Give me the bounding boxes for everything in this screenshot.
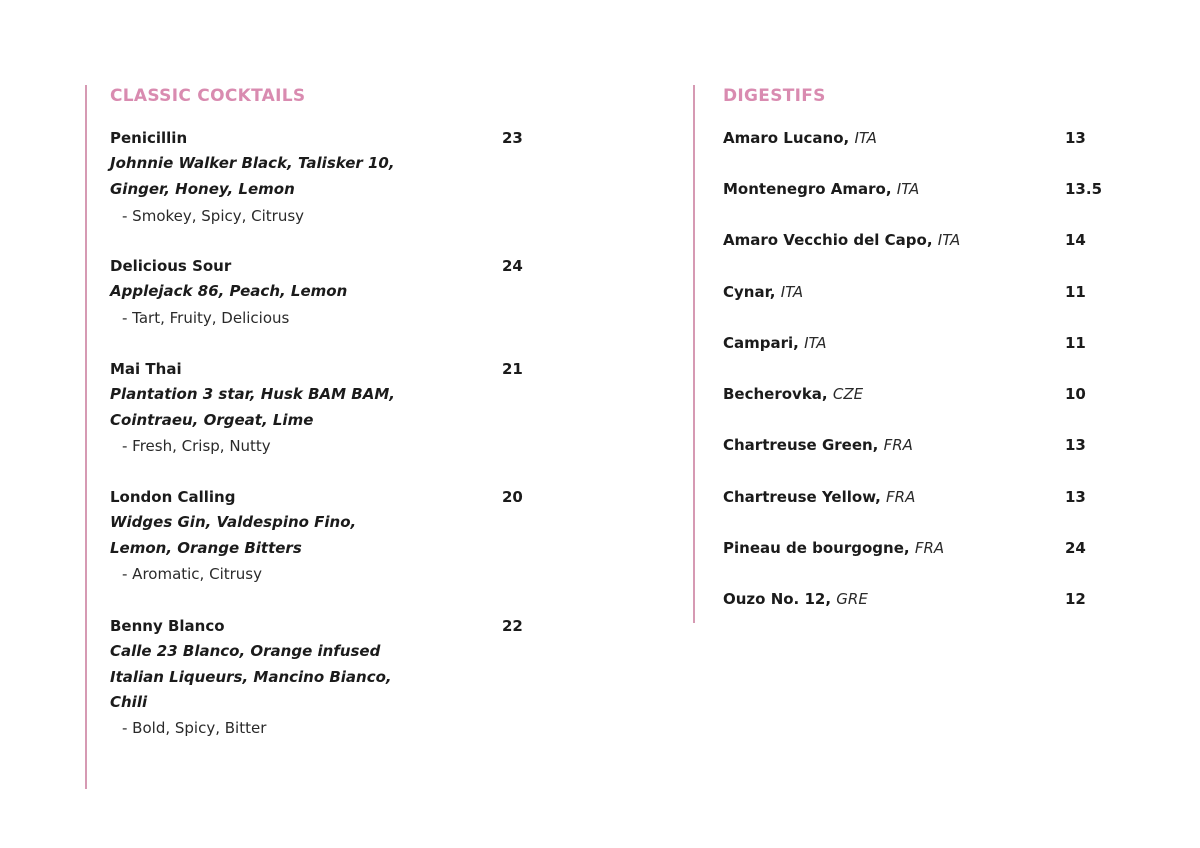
digestif-name: Cynar,	[723, 283, 776, 301]
digestif-item	[723, 535, 1143, 561]
digestif-price: 13	[1065, 436, 1086, 454]
digestif-item	[723, 330, 1143, 356]
digestif-item	[723, 484, 1143, 510]
cocktail-ingredients: Applejack 86, Peach, Lemon	[110, 282, 348, 300]
cocktail-price: 23	[502, 129, 523, 147]
cocktail-name: London Calling	[110, 488, 236, 506]
digestif-item	[723, 227, 1143, 253]
cocktail-ingredients: Plantation 3 star, Husk BAM BAM, Cointraeu, Orgeat, Lime	[110, 385, 395, 429]
digestif-name: Pineau de bourgogne,	[723, 539, 910, 557]
digestif-name: Campari,	[723, 334, 799, 352]
cocktail-tasting-notes: - Bold, Spicy, Bitter	[122, 719, 267, 737]
cocktail-price: 21	[502, 360, 523, 378]
digestif-name: Becherovka,	[723, 385, 828, 403]
digestif-name: Amaro Vecchio del Capo,	[723, 231, 933, 249]
digestif-origin: GRE	[836, 590, 868, 608]
cocktail-tasting-notes: - Aromatic, Citrusy	[122, 565, 262, 583]
digestif-price: 13	[1065, 129, 1086, 147]
digestif-price: 13	[1065, 488, 1086, 506]
digestif-price: 10	[1065, 385, 1086, 403]
classic-cocktails-title: CLASSIC COCKTAILS	[110, 86, 306, 106]
cocktail-name: Mai Thai	[110, 360, 182, 378]
cocktail-ingredients: Widges Gin, Valdespino Fino, Lemon, Orange Bitters	[110, 513, 357, 557]
cocktail-name: Benny Blanco	[110, 617, 225, 635]
digestif-origin: ITA	[804, 334, 827, 352]
digestif-origin: CZE	[832, 385, 864, 403]
digestif-origin: ITA	[896, 180, 920, 198]
digestif-price: 14	[1065, 231, 1086, 249]
digestif-origin: ITA	[780, 283, 804, 301]
digestif-origin: FRA	[883, 436, 913, 454]
cocktail-tasting-notes: - Smokey, Spicy, Citrusy	[122, 207, 305, 225]
digestif-origin: FRA	[914, 539, 945, 557]
digestif-price: 13.5	[1065, 180, 1103, 198]
digestifs-section	[693, 85, 1153, 623]
cocktail-ingredients: Calle 23 Blanco, Orange infused Italian Liqueurs, Mancino Bianco, Chili	[110, 642, 392, 712]
digestif-price: 12	[1065, 590, 1086, 608]
cocktail-name: Penicillin	[110, 129, 188, 147]
digestif-origin: ITA	[854, 129, 877, 147]
digestif-name: Montenegro Amaro,	[723, 180, 892, 198]
digestif-origin: FRA	[886, 488, 916, 506]
digestif-price: 24	[1065, 539, 1086, 557]
digestif-item	[723, 176, 1143, 202]
digestif-item	[723, 381, 1143, 407]
cocktail-price: 22	[502, 617, 523, 635]
cocktail-price: 24	[502, 257, 523, 275]
digestif-item	[723, 279, 1143, 305]
digestif-name: Amaro Lucano,	[723, 129, 850, 147]
digestif-origin: ITA	[937, 231, 961, 249]
digestif-item	[723, 586, 1143, 612]
cocktail-ingredients: Johnnie Walker Black, Talisker 10, Ginger, Honey, Lemon	[110, 154, 395, 198]
digestif-item	[723, 432, 1143, 458]
digestif-name: Chartreuse Green,	[723, 436, 879, 454]
digestif-price: 11	[1065, 283, 1086, 301]
cocktail-tasting-notes: - Tart, Fruity, Delicious	[122, 309, 290, 327]
digestif-price: 11	[1065, 334, 1086, 352]
digestif-name: Chartreuse Yellow,	[723, 488, 881, 506]
digestif-item	[723, 125, 1143, 151]
classic-cocktails-section	[85, 85, 555, 789]
digestifs-title: DIGESTIFS	[723, 86, 826, 106]
cocktail-name: Delicious Sour	[110, 257, 232, 275]
digestif-name: Ouzo No. 12,	[723, 590, 832, 608]
cocktail-price: 20	[502, 488, 523, 506]
cocktail-tasting-notes: - Fresh, Crisp, Nutty	[122, 437, 271, 455]
